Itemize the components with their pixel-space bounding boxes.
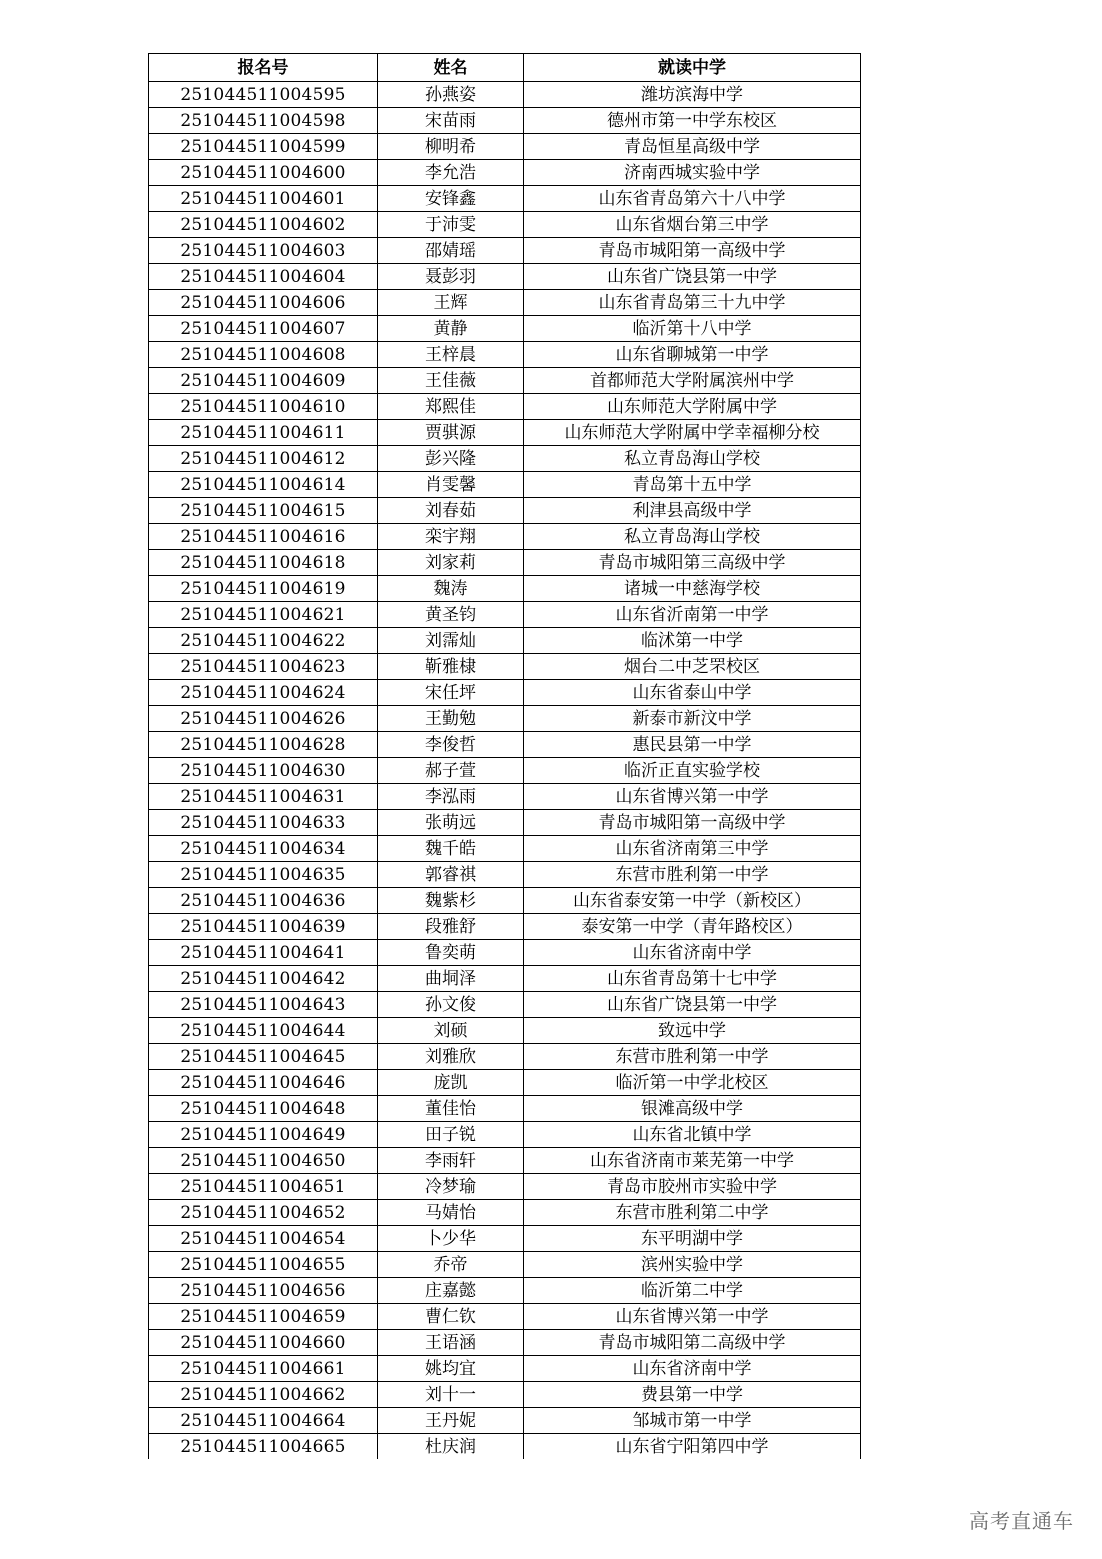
registration-number-cell: 251044511004659 bbox=[149, 1304, 378, 1330]
student-name-cell: 栾宇翔 bbox=[378, 524, 524, 550]
school-cell: 诸城一中慈海学校 bbox=[524, 576, 861, 602]
registration-number-cell: 251044511004665 bbox=[149, 1434, 378, 1460]
student-name-cell: 乔帝 bbox=[378, 1252, 524, 1278]
table-row bbox=[149, 368, 861, 394]
registration-number-cell: 251044511004664 bbox=[149, 1408, 378, 1434]
school-cell: 山东省烟台第三中学 bbox=[524, 212, 861, 238]
header-registration-number: 报名号 bbox=[149, 54, 378, 82]
school-cell: 潍坊滨海中学 bbox=[524, 82, 861, 108]
school-cell: 山东省博兴第一中学 bbox=[524, 784, 861, 810]
school-cell: 烟台二中芝罘校区 bbox=[524, 654, 861, 680]
table-row bbox=[149, 394, 861, 420]
registration-number-cell: 251044511004634 bbox=[149, 836, 378, 862]
registration-number-cell: 251044511004612 bbox=[149, 446, 378, 472]
registration-number-cell: 251044511004602 bbox=[149, 212, 378, 238]
table-row bbox=[149, 264, 861, 290]
registration-number-cell: 251044511004601 bbox=[149, 186, 378, 212]
student-name-cell: 段雅舒 bbox=[378, 914, 524, 940]
table-row bbox=[149, 420, 861, 446]
table-row bbox=[149, 1122, 861, 1148]
registration-number-cell: 251044511004642 bbox=[149, 966, 378, 992]
table-row bbox=[149, 446, 861, 472]
registration-number-cell: 251044511004639 bbox=[149, 914, 378, 940]
registration-number-cell: 251044511004608 bbox=[149, 342, 378, 368]
student-name-cell: 刘家莉 bbox=[378, 550, 524, 576]
student-name-cell: 贾骐源 bbox=[378, 420, 524, 446]
student-name-cell: 曹仁钦 bbox=[378, 1304, 524, 1330]
table-row bbox=[149, 680, 861, 706]
registration-number-cell: 251044511004646 bbox=[149, 1070, 378, 1096]
school-cell: 青岛市胶州市实验中学 bbox=[524, 1174, 861, 1200]
roster-sheet bbox=[148, 53, 860, 1459]
student-name-cell: 柳明希 bbox=[378, 134, 524, 160]
table-row bbox=[149, 992, 861, 1018]
student-name-cell: 王佳薇 bbox=[378, 368, 524, 394]
table-row bbox=[149, 1278, 861, 1304]
school-cell: 山东省宁阳第四中学 bbox=[524, 1434, 861, 1460]
school-cell: 邹城市第一中学 bbox=[524, 1408, 861, 1434]
school-cell: 济南西城实验中学 bbox=[524, 160, 861, 186]
table-row bbox=[149, 862, 861, 888]
table-row bbox=[149, 628, 861, 654]
student-name-cell: 聂彭羽 bbox=[378, 264, 524, 290]
student-name-cell: 郑熙佳 bbox=[378, 394, 524, 420]
school-cell: 山东省广饶县第一中学 bbox=[524, 992, 861, 1018]
table-row bbox=[149, 732, 861, 758]
roster-table bbox=[148, 53, 861, 1459]
student-name-cell: 董佳怡 bbox=[378, 1096, 524, 1122]
student-name-cell: 李俊哲 bbox=[378, 732, 524, 758]
school-cell: 青岛恒星高级中学 bbox=[524, 134, 861, 160]
school-cell: 临沭第一中学 bbox=[524, 628, 861, 654]
registration-number-cell: 251044511004630 bbox=[149, 758, 378, 784]
table-row bbox=[149, 290, 861, 316]
registration-number-cell: 251044511004655 bbox=[149, 1252, 378, 1278]
school-cell: 私立青岛海山学校 bbox=[524, 524, 861, 550]
student-name-cell: 黄静 bbox=[378, 316, 524, 342]
school-cell: 山东省泰山中学 bbox=[524, 680, 861, 706]
registration-number-cell: 251044511004623 bbox=[149, 654, 378, 680]
student-name-cell: 庄嘉懿 bbox=[378, 1278, 524, 1304]
student-name-cell: 王辉 bbox=[378, 290, 524, 316]
student-name-cell: 庞凯 bbox=[378, 1070, 524, 1096]
school-cell: 山东省济南第三中学 bbox=[524, 836, 861, 862]
student-name-cell: 孙燕姿 bbox=[378, 82, 524, 108]
school-cell: 费县第一中学 bbox=[524, 1382, 861, 1408]
school-cell: 临沂正直实验学校 bbox=[524, 758, 861, 784]
header-school: 就读中学 bbox=[524, 54, 861, 82]
student-name-cell: 王丹妮 bbox=[378, 1408, 524, 1434]
school-cell: 山东省博兴第一中学 bbox=[524, 1304, 861, 1330]
registration-number-cell: 251044511004600 bbox=[149, 160, 378, 186]
student-name-cell: 刘雅欣 bbox=[378, 1044, 524, 1070]
student-name-cell: 李允浩 bbox=[378, 160, 524, 186]
table-row bbox=[149, 966, 861, 992]
registration-number-cell: 251044511004644 bbox=[149, 1018, 378, 1044]
table-row bbox=[149, 1148, 861, 1174]
student-name-cell: 靳雅棣 bbox=[378, 654, 524, 680]
student-name-cell: 王语涵 bbox=[378, 1330, 524, 1356]
student-name-cell: 郝子萱 bbox=[378, 758, 524, 784]
student-name-cell: 魏千皓 bbox=[378, 836, 524, 862]
table-row bbox=[149, 1330, 861, 1356]
table-row bbox=[149, 82, 861, 108]
student-name-cell: 宋任坪 bbox=[378, 680, 524, 706]
student-name-cell: 冷梦瑜 bbox=[378, 1174, 524, 1200]
table-row bbox=[149, 1434, 861, 1460]
table-row bbox=[149, 108, 861, 134]
student-name-cell: 安锋鑫 bbox=[378, 186, 524, 212]
school-cell: 青岛市城阳第一高级中学 bbox=[524, 810, 861, 836]
student-name-cell: 刘十一 bbox=[378, 1382, 524, 1408]
table-row bbox=[149, 1226, 861, 1252]
school-cell: 山东省聊城第一中学 bbox=[524, 342, 861, 368]
table-row bbox=[149, 1304, 861, 1330]
registration-number-cell: 251044511004603 bbox=[149, 238, 378, 264]
student-name-cell: 李泓雨 bbox=[378, 784, 524, 810]
table-row bbox=[149, 1018, 861, 1044]
school-cell: 临沂第一中学北校区 bbox=[524, 1070, 861, 1096]
school-cell: 利津县高级中学 bbox=[524, 498, 861, 524]
table-row bbox=[149, 472, 861, 498]
registration-number-cell: 251044511004643 bbox=[149, 992, 378, 1018]
table-row bbox=[149, 654, 861, 680]
school-cell: 东营市胜利第二中学 bbox=[524, 1200, 861, 1226]
registration-number-cell: 251044511004624 bbox=[149, 680, 378, 706]
school-cell: 山东省北镇中学 bbox=[524, 1122, 861, 1148]
table-row bbox=[149, 550, 861, 576]
school-cell: 山东师范大学附属中学幸福柳分校 bbox=[524, 420, 861, 446]
table-row bbox=[149, 498, 861, 524]
table-row bbox=[149, 134, 861, 160]
registration-number-cell: 251044511004654 bbox=[149, 1226, 378, 1252]
header-name: 姓名 bbox=[378, 54, 524, 82]
school-cell: 山东省济南市莱芜第一中学 bbox=[524, 1148, 861, 1174]
school-cell: 山东省青岛第三十九中学 bbox=[524, 290, 861, 316]
school-cell: 东营市胜利第一中学 bbox=[524, 1044, 861, 1070]
registration-number-cell: 251044511004598 bbox=[149, 108, 378, 134]
table-row bbox=[149, 1200, 861, 1226]
student-name-cell: 刘硕 bbox=[378, 1018, 524, 1044]
table-row bbox=[149, 1070, 861, 1096]
student-name-cell: 于沛雯 bbox=[378, 212, 524, 238]
school-cell: 青岛市城阳第二高级中学 bbox=[524, 1330, 861, 1356]
watermark-text: 高考直通车 bbox=[969, 1509, 1074, 1533]
table-row bbox=[149, 758, 861, 784]
school-cell: 致远中学 bbox=[524, 1018, 861, 1044]
registration-number-cell: 251044511004633 bbox=[149, 810, 378, 836]
student-name-cell: 王勤勉 bbox=[378, 706, 524, 732]
table-header-row bbox=[149, 54, 861, 82]
table-row bbox=[149, 1044, 861, 1070]
school-cell: 东营市胜利第一中学 bbox=[524, 862, 861, 888]
student-name-cell: 邵婧瑶 bbox=[378, 238, 524, 264]
registration-number-cell: 251044511004662 bbox=[149, 1382, 378, 1408]
registration-number-cell: 251044511004599 bbox=[149, 134, 378, 160]
student-name-cell: 马婧怡 bbox=[378, 1200, 524, 1226]
registration-number-cell: 251044511004651 bbox=[149, 1174, 378, 1200]
registration-number-cell: 251044511004660 bbox=[149, 1330, 378, 1356]
school-cell: 临沂第二中学 bbox=[524, 1278, 861, 1304]
school-cell: 山东省青岛第十七中学 bbox=[524, 966, 861, 992]
registration-number-cell: 251044511004611 bbox=[149, 420, 378, 446]
student-name-cell: 姚均宜 bbox=[378, 1356, 524, 1382]
table-row bbox=[149, 706, 861, 732]
table-row bbox=[149, 576, 861, 602]
table-row bbox=[149, 238, 861, 264]
table-row bbox=[149, 940, 861, 966]
student-name-cell: 肖雯馨 bbox=[378, 472, 524, 498]
table-row bbox=[149, 186, 861, 212]
registration-number-cell: 251044511004618 bbox=[149, 550, 378, 576]
student-name-cell: 刘春茹 bbox=[378, 498, 524, 524]
table-row bbox=[149, 316, 861, 342]
table-row bbox=[149, 784, 861, 810]
registration-number-cell: 251044511004595 bbox=[149, 82, 378, 108]
student-name-cell: 孙文俊 bbox=[378, 992, 524, 1018]
table-row bbox=[149, 810, 861, 836]
registration-number-cell: 251044511004628 bbox=[149, 732, 378, 758]
registration-number-cell: 251044511004645 bbox=[149, 1044, 378, 1070]
table-row bbox=[149, 160, 861, 186]
school-cell: 山东省青岛第六十八中学 bbox=[524, 186, 861, 212]
table-row bbox=[149, 1408, 861, 1434]
registration-number-cell: 251044511004614 bbox=[149, 472, 378, 498]
registration-number-cell: 251044511004606 bbox=[149, 290, 378, 316]
school-cell: 山东省济南中学 bbox=[524, 1356, 861, 1382]
table-row bbox=[149, 1356, 861, 1382]
registration-number-cell: 251044511004649 bbox=[149, 1122, 378, 1148]
school-cell: 青岛第十五中学 bbox=[524, 472, 861, 498]
school-cell: 青岛市城阳第一高级中学 bbox=[524, 238, 861, 264]
table-row bbox=[149, 1096, 861, 1122]
student-name-cell: 魏紫杉 bbox=[378, 888, 524, 914]
school-cell: 山东省泰安第一中学（新校区） bbox=[524, 888, 861, 914]
student-name-cell: 曲垌泽 bbox=[378, 966, 524, 992]
student-name-cell: 黄圣钧 bbox=[378, 602, 524, 628]
table-row bbox=[149, 914, 861, 940]
registration-number-cell: 251044511004619 bbox=[149, 576, 378, 602]
registration-number-cell: 251044511004621 bbox=[149, 602, 378, 628]
school-cell: 临沂第十八中学 bbox=[524, 316, 861, 342]
registration-number-cell: 251044511004609 bbox=[149, 368, 378, 394]
roster-body bbox=[149, 82, 861, 1460]
school-cell: 东平明湖中学 bbox=[524, 1226, 861, 1252]
table-row bbox=[149, 602, 861, 628]
registration-number-cell: 251044511004656 bbox=[149, 1278, 378, 1304]
student-name-cell: 张萌远 bbox=[378, 810, 524, 836]
school-cell: 惠民县第一中学 bbox=[524, 732, 861, 758]
registration-number-cell: 251044511004616 bbox=[149, 524, 378, 550]
registration-number-cell: 251044511004652 bbox=[149, 1200, 378, 1226]
table-row bbox=[149, 888, 861, 914]
registration-number-cell: 251044511004648 bbox=[149, 1096, 378, 1122]
registration-number-cell: 251044511004615 bbox=[149, 498, 378, 524]
registration-number-cell: 251044511004604 bbox=[149, 264, 378, 290]
table-row bbox=[149, 1252, 861, 1278]
school-cell: 德州市第一中学东校区 bbox=[524, 108, 861, 134]
school-cell: 首都师范大学附属滨州中学 bbox=[524, 368, 861, 394]
registration-number-cell: 251044511004610 bbox=[149, 394, 378, 420]
registration-number-cell: 251044511004622 bbox=[149, 628, 378, 654]
school-cell: 私立青岛海山学校 bbox=[524, 446, 861, 472]
student-name-cell: 刘霈灿 bbox=[378, 628, 524, 654]
table-row bbox=[149, 342, 861, 368]
table-row bbox=[149, 836, 861, 862]
table-row bbox=[149, 1174, 861, 1200]
registration-number-cell: 251044511004631 bbox=[149, 784, 378, 810]
registration-number-cell: 251044511004641 bbox=[149, 940, 378, 966]
student-name-cell: 彭兴隆 bbox=[378, 446, 524, 472]
school-cell: 山东省济南中学 bbox=[524, 940, 861, 966]
school-cell: 青岛市城阳第三高级中学 bbox=[524, 550, 861, 576]
registration-number-cell: 251044511004636 bbox=[149, 888, 378, 914]
table-row bbox=[149, 212, 861, 238]
student-name-cell: 卜少华 bbox=[378, 1226, 524, 1252]
school-cell: 滨州实验中学 bbox=[524, 1252, 861, 1278]
student-name-cell: 鲁奕萌 bbox=[378, 940, 524, 966]
school-cell: 银滩高级中学 bbox=[524, 1096, 861, 1122]
student-name-cell: 李雨轩 bbox=[378, 1148, 524, 1174]
registration-number-cell: 251044511004635 bbox=[149, 862, 378, 888]
student-name-cell: 王梓晨 bbox=[378, 342, 524, 368]
student-name-cell: 田子锐 bbox=[378, 1122, 524, 1148]
student-name-cell: 杜庆润 bbox=[378, 1434, 524, 1460]
school-cell: 泰安第一中学（青年路校区） bbox=[524, 914, 861, 940]
registration-number-cell: 251044511004650 bbox=[149, 1148, 378, 1174]
registration-number-cell: 251044511004607 bbox=[149, 316, 378, 342]
table-row bbox=[149, 524, 861, 550]
registration-number-cell: 251044511004661 bbox=[149, 1356, 378, 1382]
student-name-cell: 宋苗雨 bbox=[378, 108, 524, 134]
table-row bbox=[149, 1382, 861, 1408]
school-cell: 新泰市新汶中学 bbox=[524, 706, 861, 732]
school-cell: 山东省沂南第一中学 bbox=[524, 602, 861, 628]
student-name-cell: 魏涛 bbox=[378, 576, 524, 602]
student-name-cell: 郭睿祺 bbox=[378, 862, 524, 888]
school-cell: 山东师范大学附属中学 bbox=[524, 394, 861, 420]
registration-number-cell: 251044511004626 bbox=[149, 706, 378, 732]
school-cell: 山东省广饶县第一中学 bbox=[524, 264, 861, 290]
